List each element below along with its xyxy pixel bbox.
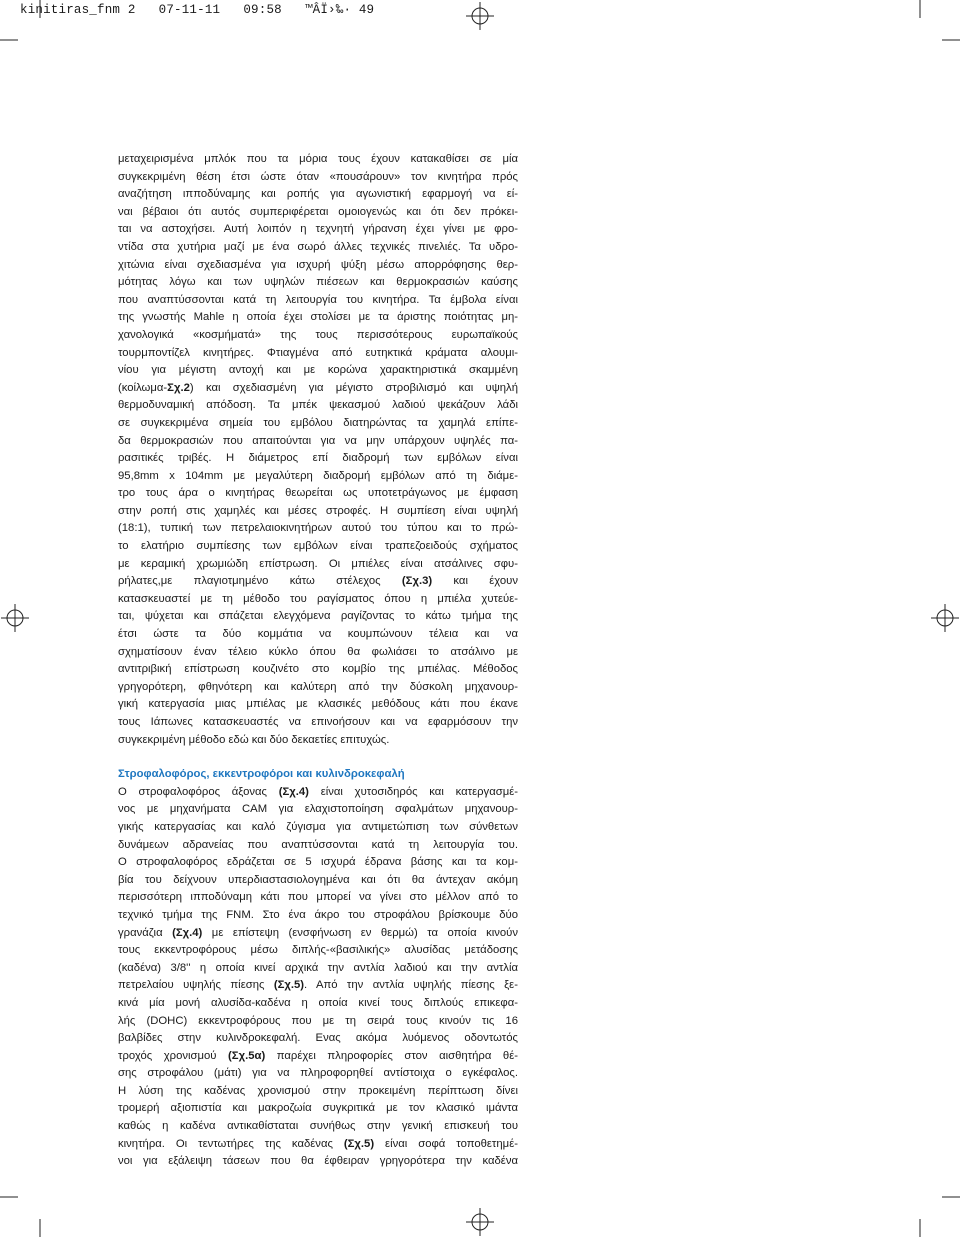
body-line-text: και έχουν bbox=[432, 575, 518, 588]
body-line: Ο στροφαλοφόρος εδράζεται σε 5 ισχυρά έδρανα βάσης και τα κομ- bbox=[118, 856, 518, 869]
body-line-text: τροχός χρονισμού bbox=[118, 1049, 229, 1062]
body-line: ται να αστοχήσει. Αυτή λοιπόν η τεχνητή γήρανση έχει γίνει με φρο- bbox=[118, 223, 518, 236]
body-line bbox=[118, 977, 518, 995]
body-line: με κεραμική χρωμιώδη επίστρωση. Οι μπιέλες είναι ατσάλινες σφυ- bbox=[118, 557, 518, 570]
body-line: νος με μηχανήματα CAM για ελαχιστοποίηση σφαλμάτων μηχανουρ- bbox=[118, 803, 518, 816]
body-line-text: γρανάζια bbox=[118, 926, 173, 939]
body-line: δυνάμεων αδρανείας που αναπτύσσονται κατά τη λειτουργία του. bbox=[118, 838, 518, 851]
body-line-text: είναι σοφά τοποθετημέ- bbox=[374, 1137, 518, 1150]
body-line-text: είναι χυτοσιδηρός και κατεργασμέ- bbox=[308, 785, 519, 798]
body-line: ρασιτικές τριβές. Η διάμετρος επί διαδρομή των εμβόλων είναι bbox=[118, 452, 518, 465]
body-line-text: ρήλατες,με πλαγιοτμημένο κάτω στέλεχος bbox=[118, 575, 402, 588]
body-line bbox=[118, 925, 518, 943]
body-line: αντιτριβική επίστρωση κουζινέτο στο κομβίο της μπιέλας. Μέθοδος bbox=[118, 663, 518, 676]
body-line: το ελατήριο συμπίεσης των εμβόλων είναι τραπεζοειδούς σχήματος bbox=[118, 540, 518, 553]
figure-ref: (Σχ.5α) bbox=[228, 1049, 266, 1062]
article-column bbox=[118, 151, 518, 1171]
body-line-text: κινητήρα. Οι τεντωτήρες της καδένας bbox=[118, 1137, 344, 1150]
body-line: τεχνικό τμήμα της FNM. Στο ένα άκρο του στροφάλου βρίσκουμε δύο bbox=[118, 908, 518, 921]
body-line: τρο τους άρα ο κινητήρας θεωρείται ως υποτετράγωνος με έμφαση bbox=[118, 487, 518, 500]
print-slug: kinitiras_fnm 2 07-11-11 09:58 ™ÂÏ›‰· 49 bbox=[20, 3, 375, 17]
body-line bbox=[118, 1136, 518, 1154]
body-line-text: Ο στροφαλοφόρος άξονας bbox=[118, 785, 279, 798]
body-text bbox=[118, 151, 518, 749]
body-line-text: (κοίλωμα- bbox=[118, 381, 168, 394]
body-line bbox=[118, 573, 518, 591]
figure-ref: (Σχ.3) bbox=[401, 575, 433, 588]
body-line-text: ) και σχεδιασμένη για μέγιστο στροβιλισμό και υψηλή bbox=[189, 381, 518, 394]
body-line: μεταχειρισμένα μπλόκ που τα μόρια τους έχουν κατακαθίσει σε μία bbox=[118, 153, 518, 165]
body-line: δα θερμοκρασιών που απαιτούνται για να μην υπάρχουν υψηλές πα- bbox=[118, 434, 518, 447]
body-line: (καδένα) 3/8'' η οποία κινεί αρχικά την αντλία λαδιού και την αντλία bbox=[118, 961, 518, 974]
body-line: κατασκευαστεί με τη μέθοδο του ραγίσματος όπου η μπιέλα χυτεύε- bbox=[118, 592, 518, 605]
body-line: νοι για εξάλειψη τάσεων που θα έφθειραν γρηγορότερα την καδένα bbox=[118, 1155, 518, 1168]
body-line: σε συγκεκριμένα σημεία του εμβόλου διατηρώντας τα χαμηλά επίπε- bbox=[118, 416, 518, 429]
body-line: Η λύση της καδένας χρονισμού στην προκειμένη περίπτωση δίνει bbox=[118, 1084, 518, 1097]
body-line: γικής κατεργασίας και καλό ζύγισμα για αντιμετώπιση των σύνθετων bbox=[118, 820, 518, 833]
figure-ref: (Σχ.5) bbox=[343, 1137, 375, 1150]
body-line: βία του δείχνουν υπερδιαστασιολογημένα και ότι θα άντεχαν ακόμη bbox=[118, 873, 518, 886]
figure-ref: (Σχ.5) bbox=[273, 979, 305, 992]
body-line: σχηματίσουν έναν τέλειο κύκλο όπου θα φωλιάσει το ατσάλινο με bbox=[118, 645, 518, 658]
body-line-text: πετρελαίου υψηλής πίεσης bbox=[118, 979, 274, 992]
body-line: τουρμποντίζελ κινητήρες. Φτιαγμένα από ευτηκτικά κράματα αλουμι- bbox=[118, 346, 518, 359]
body-line: νίου για μέγιστη αντοχή και με κορώνα χαρακτηριστικά σκαμμένη bbox=[118, 364, 518, 377]
figure-ref: (Σχ.4) bbox=[278, 785, 309, 798]
body-line: της γνωστής Mahle η οποία έχει στολίσει με τα άριστης ποιότητας μη- bbox=[118, 311, 518, 324]
body-line: λής (DOHC) εκκεντροφόρους που με τη σειρά τους κινούν τις 16 bbox=[118, 1014, 518, 1027]
body-line-text: με επίστεψη (ενσφήνωση εν θερμώ) τα οποία κινούν bbox=[202, 926, 518, 939]
body-line: περισσότερη ιπποδύναμη κάτι που μπορεί να γίνει στο μέλλον από το bbox=[118, 891, 518, 904]
body-line: ντίδα στα χυτήρια μαζί με ένα σωρό άλλες τεχνικές πινελιές. Τα υδρο- bbox=[118, 240, 518, 253]
figure-ref: Σχ.2 bbox=[167, 381, 190, 394]
body-line: χιτώνια είναι σχεδιασμένα για ισχυρή ψύξη μέσω απορρόφησης θερ- bbox=[118, 258, 518, 271]
body-line: κινά μία μονή αλυσίδα-καδένα η οποία κινεί τους διπλούς επικεφα- bbox=[118, 996, 518, 1009]
body-line: γική κατεργασία μιας μπιέλας με κλασικές μεθόδους κάτι που έκανε bbox=[118, 698, 518, 711]
section-heading: Στροφαλοφόρος, εκκεντροφόροι και κυλινδροκεφαλή bbox=[118, 768, 405, 781]
section-text bbox=[118, 784, 518, 1171]
body-line: καθώς η καδένα αντικαθίσταται συνήθως στην γενική επισκευή του bbox=[118, 1120, 518, 1133]
body-line: ναι βέβαιοι ότι αυτός συμπεριφέρεται ομοιογενώς και ότι δεν πρόκει- bbox=[118, 205, 518, 218]
body-line bbox=[118, 1048, 518, 1066]
section-gap bbox=[118, 749, 518, 766]
body-line: τους εκκεντροφόρους μέσω διπλής-«βασιλικής» αλυσίδας μετάδοσης bbox=[118, 944, 518, 957]
body-line bbox=[118, 784, 518, 802]
body-line-text: . Από την αντλία υψηλής πίεσης ξε- bbox=[304, 979, 518, 992]
body-line: (18:1), τυπική των πετρελαιοκινητήρων αυτού του τύπου και το πρώ- bbox=[118, 522, 518, 535]
body-line: χανολογικά «κοσμήματά» της τους περισσότερους ευρωπαϊκούς bbox=[118, 328, 518, 341]
figure-ref: (Σχ.4) bbox=[172, 926, 203, 939]
body-line: 95,8mm x 104mm με μεγαλύτερη διαδρομή εμβόλων από τη διάμε- bbox=[118, 469, 518, 482]
body-line bbox=[118, 380, 518, 398]
body-line: σης στροφάλου (μάτι) για να πληροφορηθεί αντίστοιχα ο εγκέφαλος. bbox=[118, 1067, 518, 1080]
body-line: θερμοδυναμική απόδοση. Τα μπέκ ψεκασμού λαδιού ψεκάζουν λάδι bbox=[118, 399, 518, 412]
body-line: που αναπτύσσονται κατά τη λειτουργία του κινητήρα. Τα έμβολα είναι bbox=[118, 293, 518, 306]
body-line: τρομερή αξιοπιστία και μακροζωία συγκριτικά με τον κλασικό ιμάντα bbox=[118, 1102, 518, 1115]
body-line: γρηγορότερη, φθηνότερη και καλύτερη από την δύσκολη μηχανουρ- bbox=[118, 680, 518, 693]
body-line: τους Ιάπωνες κατασκευαστές να επινοήσουν και να εφαρμόσουν την bbox=[118, 716, 518, 728]
body-line: μότητας λόγω και των υψηλών πιέσεων και θερμοκρασιών καύσης bbox=[118, 276, 518, 289]
body-line: στην ροπή στις χαμηλές και μέσες στροφές. Η συμπίεση είναι υψηλή bbox=[118, 504, 518, 517]
body-line: συγκεκριμένη θέση έτσι ώστε όταν «πουσάρουν» τον κινητήρα πρός bbox=[118, 170, 518, 183]
body-line: συγκεκριμένη μέθοδο εδώ και δύο δεκαετίες επιτυχώς. bbox=[118, 733, 390, 746]
body-line: ται, ψύχεται και σπάζεται ελεγχόμενα ραγίζοντας το κάτω τμήμα της bbox=[118, 610, 518, 623]
body-line: βαλβίδες στην κυλινδροκεφαλή. Ενας ακόμα λυόμενος οδοντωτός bbox=[118, 1032, 518, 1045]
body-line: έτσι ώστε τα δύο κομμάτια να κουμπώνουν τέλεια και να bbox=[118, 628, 518, 641]
body-line: αναζήτηση ιπποδύναμης και ροπής για αγωνιστική εφαρμογή να εί- bbox=[118, 188, 518, 201]
body-line-text: παρέχει πληροφορίες στον αισθητήρα θέ- bbox=[265, 1049, 518, 1062]
